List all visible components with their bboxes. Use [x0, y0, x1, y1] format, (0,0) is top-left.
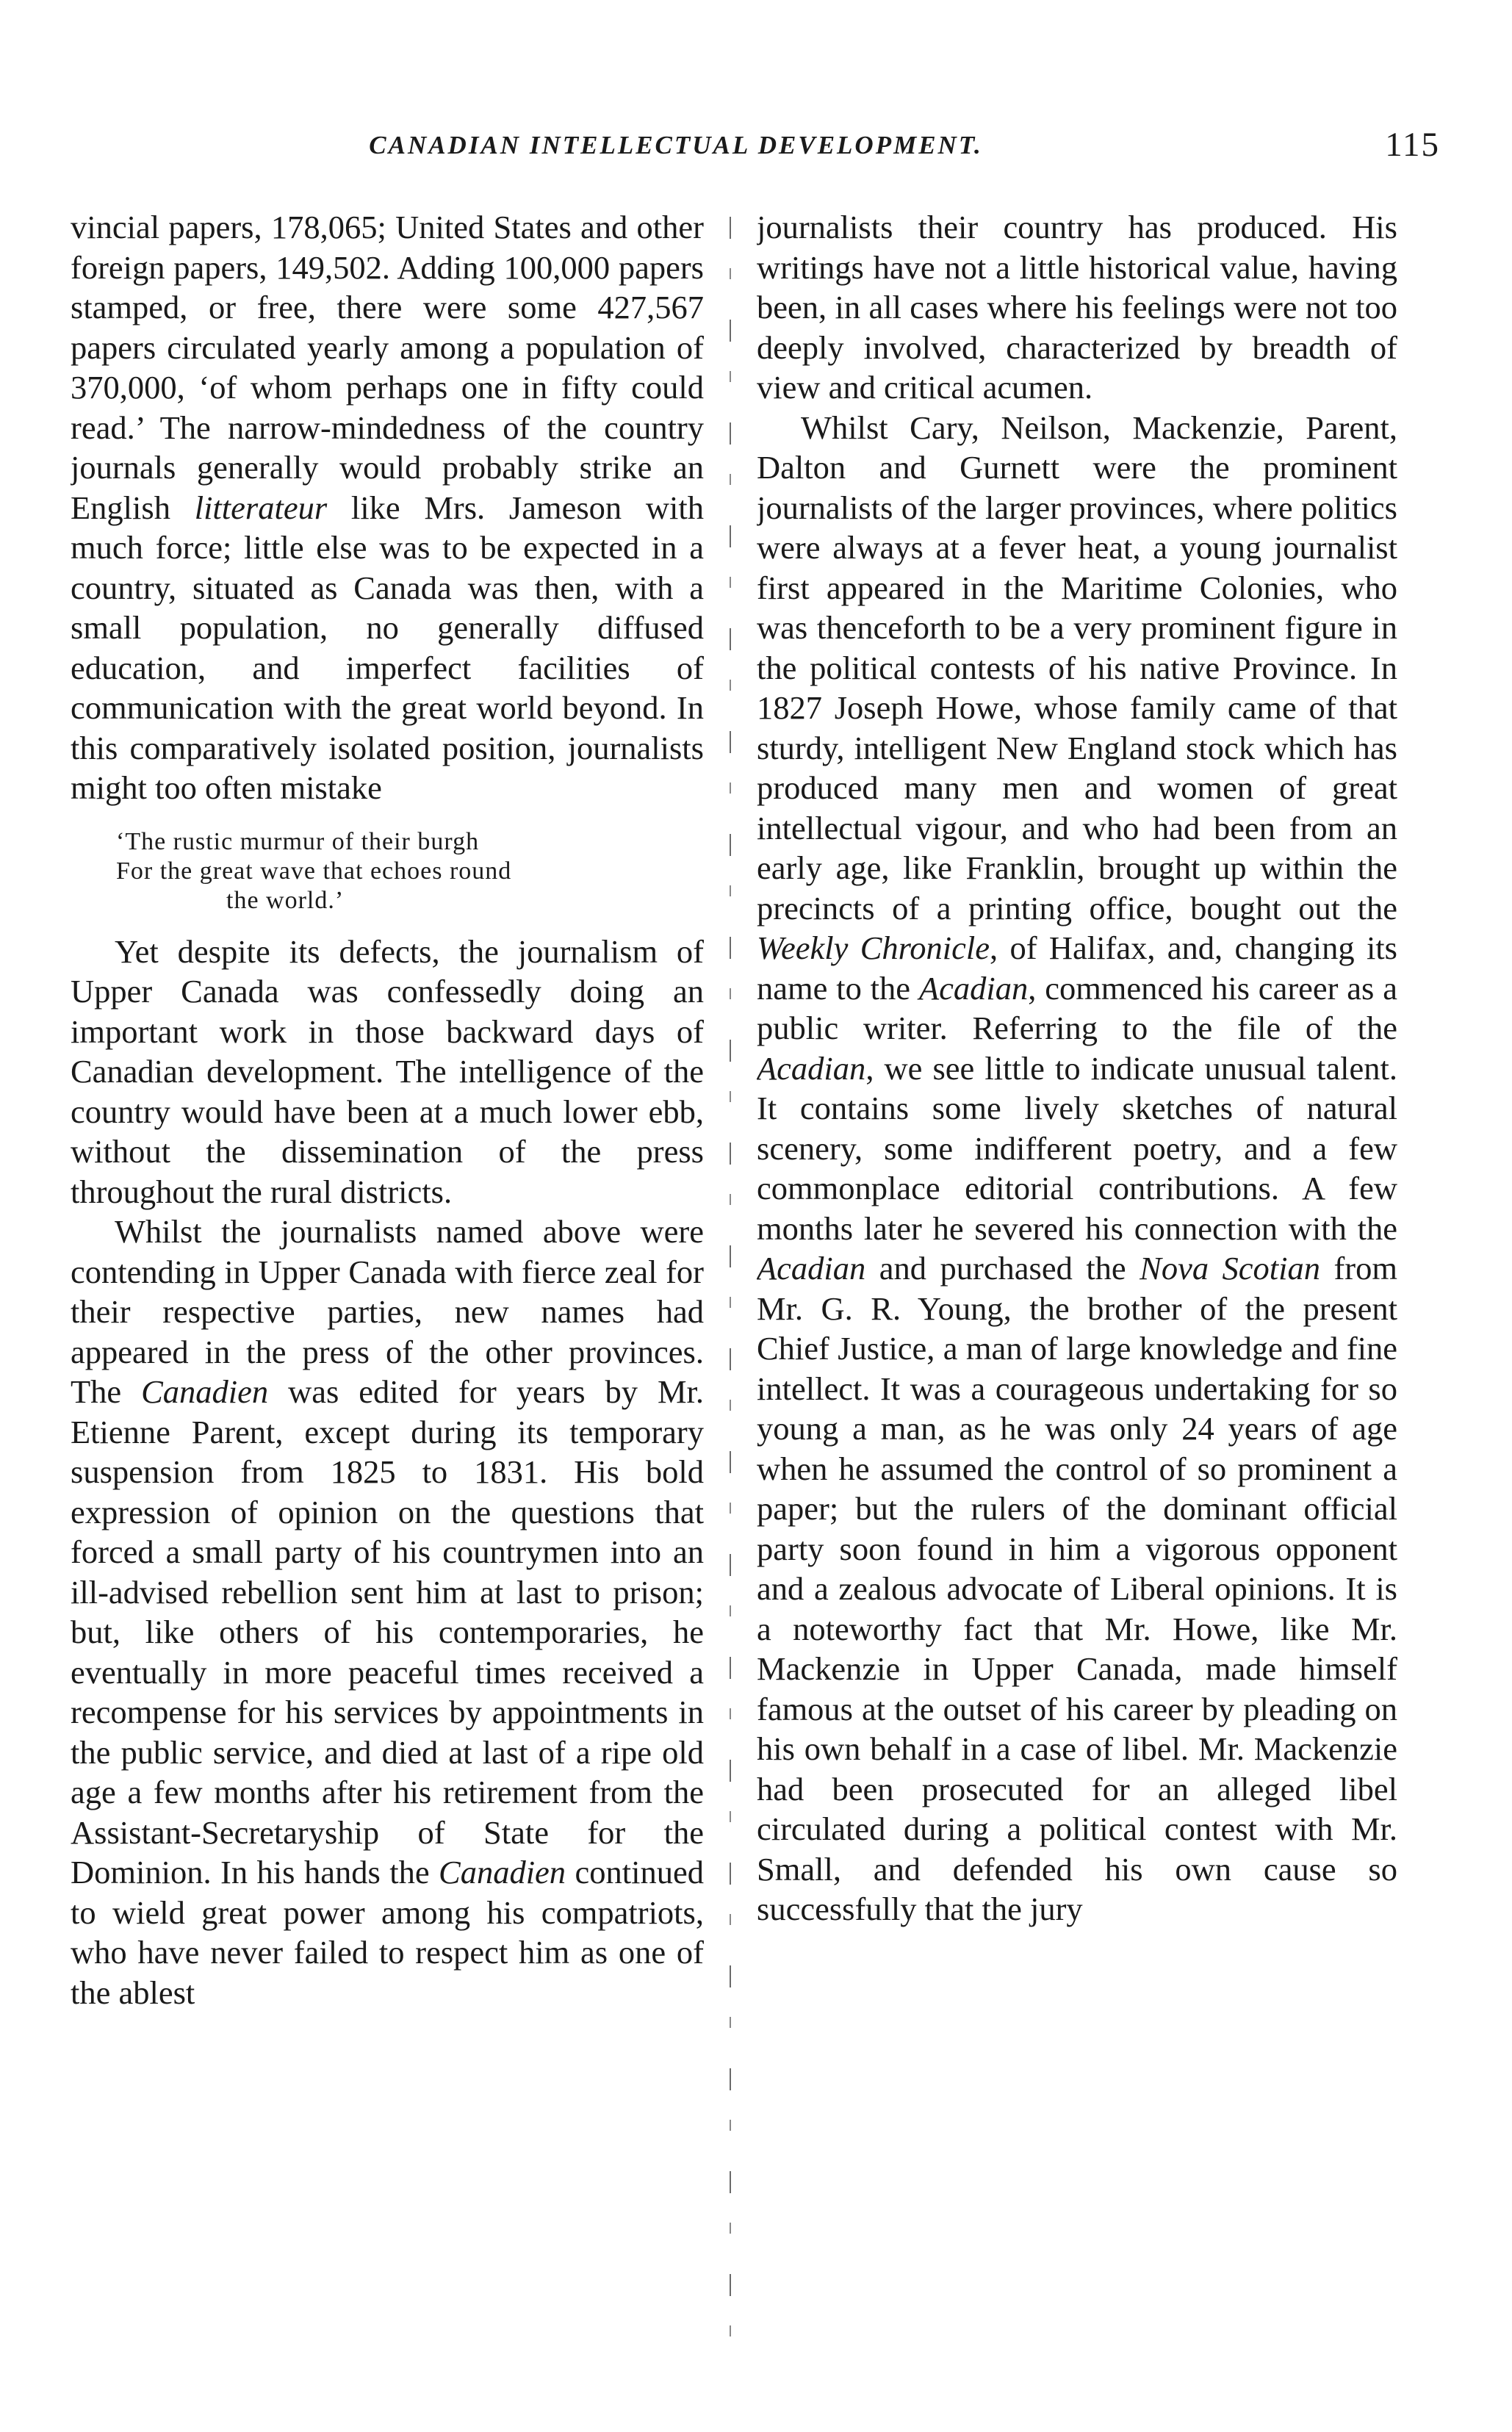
- left-column: [71, 207, 704, 2367]
- running-head: [66, 125, 1440, 176]
- italic-term: Canadien: [439, 1854, 566, 1890]
- running-title: CANADIAN INTELLECTUAL DEVELOPMENT.: [369, 131, 983, 159]
- italic-term: Canadien: [141, 1373, 269, 1410]
- left-paragraph-3: [71, 1212, 704, 2012]
- italic-term: litterateur: [194, 489, 328, 526]
- text-run: Whilst Cary, Neilson, Mackenzie, Parent, Dalton and Gurnett were the prominent journalists of the larger provinces, where politics were always at a fever heat, a young journalist first appeared in the Maritime Colonies, who was thenceforth to be a very prominent figure in the political contests of his native Province. In 1827 Joseph Howe, whose family came of that sturdy, intelligent New England stock which has produced many men and women of great intellectual vigour, and who had been from an early age, like Franklin, brought up within the precincts of a printing office, bought out the: [757, 409, 1397, 927]
- text-run: was edited for years by Mr. Etienne Parent, except during its temporary suspension from 1825 to 1831. His bold expression of opinion on the questions that forced a small party of his countrymen into an ill-advised rebellion sent him at last to prison; but, like others of his contemporaries, he eventually in more peaceful times received a recompense for his services by appointments in the public service, and died at last of a ripe old age a few months after his retirement from the Assistant-Secretaryship of State for the Dominion. In his hands the: [71, 1373, 704, 1890]
- italic-term: Acadian: [918, 969, 1029, 1007]
- italic-term: Nova Scotian: [1140, 1250, 1321, 1287]
- text-run: , we see little to indicate unusual talent. It contains some lively sketches of natural scenery, some indifferent poetry, and a few commonplace editorial contributions. A few months later he severed his connection with the: [757, 1049, 1397, 1247]
- text-run: , commenced his career as a public writer. Referring to the file of the: [757, 969, 1397, 1046]
- text-run: like Mrs. Jameson with much force; little else was to be expected in a country, situated as Canada was then, with a small population, no generally diffused education, and imperfect facilities of communication with the great world beyond. In this comparatively isolated position, journalists might too often mistake: [71, 489, 704, 806]
- text-run: from Mr. G. R. Young, the brother of the present Chief Justice, a man of large knowledge and fine intellect. It was a courageous undertaking for so young a man, as he was only 24 years of age when he assumed the control of so prominent a paper; but the rulers of the dominant official party soon found in him a vigorous opponent and a zealous advocate of Liberal opinions. It is a noteworthy fact that Mr. Howe, like Mr. Mackenzie in Upper Canada, made himself famous at the outset of his career by pleading on his own behalf in a case of libel. Mr. Mackenzie had been prosecuted for an alleged libel circulated during a political contest with Mr. Small, and defended his own cause so successfully that the jury: [757, 1250, 1397, 1927]
- text-run: vincial papers, 178,065; United States and other foreign papers, 149,502. Adding 100,000 papers stamped, or free, there were some 427,567 papers circulated yearly among a population of 370,000, ‘of whom perhaps one in fifty could read.’ The narrow-mindedness of the country journals generally would probably strike an English: [71, 209, 704, 526]
- right-paragraph-1: journalists their country has produced. His writings have not a little historical value, having been, in all cases where his feelings were not too deeply involved, characterized by breadth of view and critical acumen.: [757, 209, 1397, 406]
- quote-line: the world.’: [226, 886, 345, 914]
- text-run: , of Halifax, and, changing its name to the: [757, 929, 1397, 1007]
- quote-line: For the great wave that echoes round: [116, 857, 512, 885]
- left-paragraph-1: [71, 207, 704, 808]
- left-paragraph-2: Yet despite its defects, the journalism of Upper Canada was confessedly doing an important work in those backward days of Canadian development. The intelligence of the country would have been at a much lower ebb, without the dissemination of the press throughout the rural districts.: [71, 932, 704, 1210]
- quote-line: ‘The rustic murmur of their burgh: [116, 827, 480, 855]
- column-divider: [730, 217, 731, 2362]
- page-number: 115: [1385, 126, 1440, 164]
- text-run: and purchased the: [865, 1250, 1140, 1287]
- italic-term: Acadian: [757, 1049, 866, 1087]
- right-column: [757, 207, 1397, 2367]
- right-paragraph-2: [757, 408, 1397, 1929]
- text-run: continued to wield great power among his compatriots, who have never failed to respect him as one of the ablest: [71, 1854, 704, 2011]
- text-run: Whilst the journalists named above were contending in Upper Canada with fierce zeal for their respective parties, new names had appeared in the press of the other provinces. The: [71, 1213, 704, 1410]
- italic-term: Weekly Chronicle: [757, 929, 990, 966]
- italic-term: Acadian: [757, 1250, 866, 1287]
- block-quote: [116, 827, 704, 915]
